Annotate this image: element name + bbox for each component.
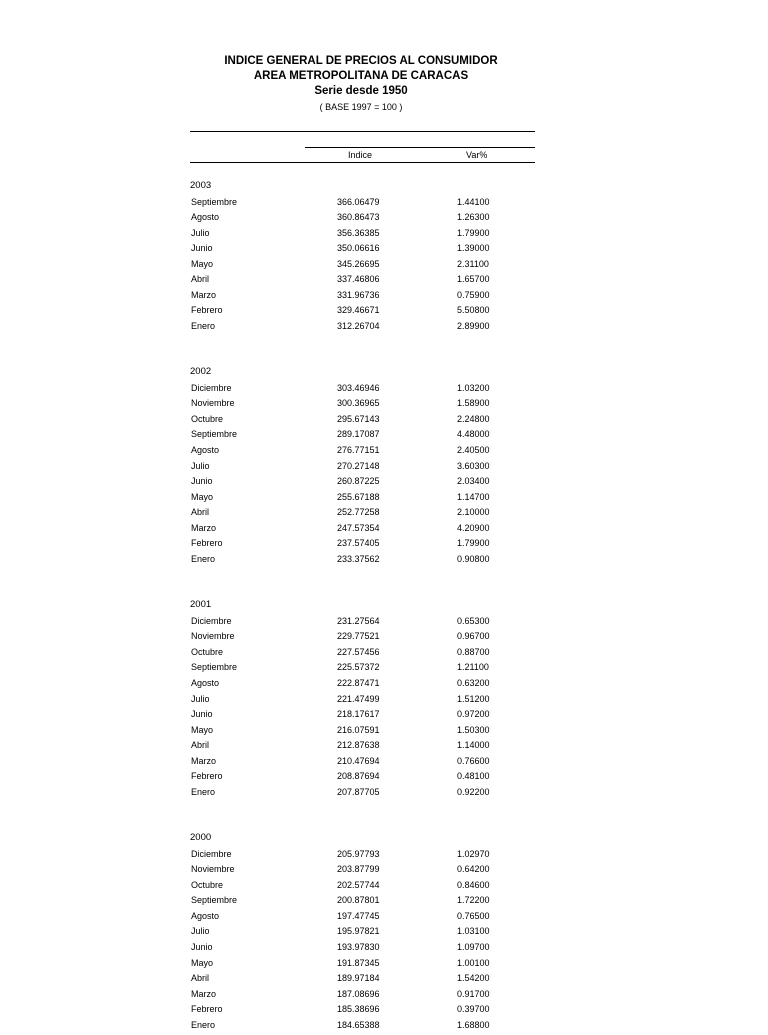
indice-cell: 329.46671 xyxy=(337,305,380,316)
month-cell: Abril xyxy=(191,507,210,518)
month-cell: Enero xyxy=(191,786,216,797)
month-cell: Abril xyxy=(191,274,210,285)
var-cell: 0.65300 xyxy=(457,615,490,626)
month-cell: Mayo xyxy=(191,957,214,968)
var-cell: 2.40500 xyxy=(457,445,490,456)
var-cell: 1.51200 xyxy=(457,693,490,704)
month-cell: Julio xyxy=(191,926,210,937)
month-cell: Junio xyxy=(191,709,213,720)
var-cell: 1.50300 xyxy=(457,724,490,735)
indice-cell: 195.97821 xyxy=(337,926,380,937)
table-row xyxy=(0,725,768,741)
var-cell: 0.91700 xyxy=(457,988,490,999)
var-cell: 2.03400 xyxy=(457,476,490,487)
top-rule xyxy=(190,131,535,132)
var-cell: 4.48000 xyxy=(457,429,490,440)
month-cell: Agosto xyxy=(191,445,220,456)
indice-cell: 260.87225 xyxy=(337,476,380,487)
indice-cell: 197.47745 xyxy=(337,910,380,921)
indice-cell: 337.46806 xyxy=(337,274,380,285)
var-cell: 2.89900 xyxy=(457,320,490,331)
indice-cell: 276.77151 xyxy=(337,445,380,456)
year-label: 2002 xyxy=(190,366,212,378)
indice-cell: 207.87705 xyxy=(337,786,380,797)
var-cell: 0.90800 xyxy=(457,553,490,564)
month-cell: Septiembre xyxy=(191,895,238,906)
var-cell: 0.92200 xyxy=(457,786,490,797)
table-row xyxy=(0,942,768,958)
indice-cell: 270.27148 xyxy=(337,460,380,471)
month-cell: Septiembre xyxy=(191,429,238,440)
indice-cell: 203.87799 xyxy=(337,864,380,875)
indice-cell: 202.57744 xyxy=(337,879,380,890)
table-row xyxy=(0,787,768,803)
year-label: 2003 xyxy=(190,180,212,191)
indice-cell: 237.57405 xyxy=(337,538,380,549)
table-row xyxy=(0,259,768,275)
header-top-rule xyxy=(305,147,535,148)
month-cell: Diciembre xyxy=(191,382,232,393)
month-cell: Junio xyxy=(191,476,213,487)
indice-cell: 312.26704 xyxy=(337,320,380,331)
table-row xyxy=(0,1020,768,1035)
month-cell: Diciembre xyxy=(191,615,232,626)
indice-cell: 227.57456 xyxy=(337,646,380,657)
month-cell: Marzo xyxy=(191,988,217,999)
var-cell: 1.54200 xyxy=(457,973,490,984)
var-cell: 1.03200 xyxy=(457,382,490,393)
table-row xyxy=(0,507,768,523)
var-cell: 0.96700 xyxy=(457,631,490,642)
var-cell: 0.48100 xyxy=(457,771,490,782)
var-cell: 1.79900 xyxy=(457,538,490,549)
month-cell: Febrero xyxy=(191,305,223,316)
table-row xyxy=(0,926,768,942)
var-cell: 5.50800 xyxy=(457,305,490,316)
month-cell: Agosto xyxy=(191,677,220,688)
month-cell: Mayo xyxy=(191,258,214,269)
table-row xyxy=(0,476,768,492)
var-cell: 1.14700 xyxy=(457,491,490,502)
var-cell: 0.39700 xyxy=(457,1004,490,1015)
table-row xyxy=(0,911,768,927)
table-row xyxy=(0,461,768,477)
indice-cell: 208.87694 xyxy=(337,771,380,782)
month-cell: Octubre xyxy=(191,646,224,657)
var-cell: 2.31100 xyxy=(457,258,489,269)
month-cell: Noviembre xyxy=(191,631,235,642)
month-cell: Abril xyxy=(191,740,210,751)
indice-cell: 210.47694 xyxy=(337,755,380,766)
table-row xyxy=(0,849,768,865)
month-cell: Noviembre xyxy=(191,398,235,409)
indice-cell: 225.57372 xyxy=(337,662,380,673)
month-cell: Enero xyxy=(191,1019,216,1030)
table-row xyxy=(0,662,768,678)
indice-cell: 303.46946 xyxy=(337,382,380,393)
table-row xyxy=(0,756,768,772)
series-label: Serie desde 1950 xyxy=(314,85,408,97)
table-row xyxy=(0,740,768,756)
table-row xyxy=(0,305,768,321)
month-cell: Septiembre xyxy=(191,196,238,207)
indice-cell: 187.08696 xyxy=(337,988,380,999)
table-row xyxy=(0,631,768,647)
month-cell: Febrero xyxy=(191,771,223,782)
table-row xyxy=(0,1004,768,1020)
year-label: 2000 xyxy=(190,832,212,844)
var-cell: 1.68800 xyxy=(457,1019,490,1030)
header-bottom-rule xyxy=(190,162,535,163)
month-cell: Marzo xyxy=(191,755,217,766)
indice-cell: 247.57354 xyxy=(337,522,380,533)
table-row xyxy=(0,212,768,228)
indice-cell: 200.87801 xyxy=(337,895,380,906)
month-cell: Septiembre xyxy=(191,662,238,673)
month-cell: Agosto xyxy=(191,910,220,921)
var-cell: 1.03100 xyxy=(457,926,490,937)
month-cell: Enero xyxy=(191,553,216,564)
var-cell: 1.79900 xyxy=(457,227,490,238)
var-cell: 1.44100 xyxy=(457,196,490,207)
var-cell: 1.26300 xyxy=(457,212,490,223)
table-row xyxy=(0,445,768,461)
var-cell: 0.88700 xyxy=(457,646,490,657)
indice-cell: 221.47499 xyxy=(337,693,380,704)
indice-cell: 193.97830 xyxy=(337,942,380,953)
month-cell: Marzo xyxy=(191,289,217,300)
table-row xyxy=(0,709,768,725)
var-cell: 1.39000 xyxy=(457,243,490,254)
month-cell: Mayo xyxy=(191,491,214,502)
table-row xyxy=(0,290,768,306)
indice-cell: 222.87471 xyxy=(337,677,380,688)
var-cell: 2.24800 xyxy=(457,413,490,424)
var-cell: 1.00100 xyxy=(457,957,490,968)
indice-cell: 218.17617 xyxy=(337,709,380,720)
table-row xyxy=(0,243,768,259)
var-cell: 1.65700 xyxy=(457,274,490,285)
var-cell: 0.97200 xyxy=(457,709,490,720)
table-row xyxy=(0,414,768,430)
column-header-indice: Indice xyxy=(348,150,373,160)
table-row xyxy=(0,647,768,663)
indice-cell: 231.27564 xyxy=(337,615,380,626)
indice-cell: 295.67143 xyxy=(337,413,380,424)
indice-cell: 356.36385 xyxy=(337,227,380,238)
month-cell: Marzo xyxy=(191,522,217,533)
table-row xyxy=(0,880,768,896)
page-title: INDICE GENERAL DE PRECIOS AL CONSUMIDOR xyxy=(224,55,498,67)
indice-cell: 185.38696 xyxy=(337,1004,380,1015)
month-cell: Enero xyxy=(191,320,216,331)
table-row xyxy=(0,864,768,880)
table-row xyxy=(0,895,768,911)
table-row xyxy=(0,274,768,290)
var-cell: 0.63200 xyxy=(457,677,490,688)
table-row xyxy=(0,958,768,974)
month-cell: Abril xyxy=(191,973,210,984)
indice-cell: 205.97793 xyxy=(337,848,380,859)
var-cell: 2.10000 xyxy=(457,507,490,518)
table-row xyxy=(0,678,768,694)
table-row xyxy=(0,398,768,414)
var-cell: 1.72200 xyxy=(457,895,490,906)
table-row xyxy=(0,429,768,445)
var-cell: 0.84600 xyxy=(457,879,490,890)
indice-cell: 252.77258 xyxy=(337,507,380,518)
indice-cell: 255.67188 xyxy=(337,491,380,502)
table-row xyxy=(0,197,768,213)
table-row xyxy=(0,694,768,710)
indice-cell: 233.37562 xyxy=(337,553,380,564)
month-cell: Junio xyxy=(191,243,213,254)
var-cell: 0.64200 xyxy=(457,864,490,875)
var-cell: 1.21100 xyxy=(457,662,489,673)
indice-cell: 289.17087 xyxy=(337,429,380,440)
table-row xyxy=(0,538,768,554)
var-cell: 1.02970 xyxy=(457,848,490,859)
month-cell: Agosto xyxy=(191,212,220,223)
column-header-var: Var% xyxy=(466,150,488,160)
table-row xyxy=(0,321,768,337)
var-cell: 1.14000 xyxy=(457,740,490,751)
indice-cell: 184.65388 xyxy=(337,1019,380,1030)
var-cell: 0.76500 xyxy=(457,910,490,921)
month-cell: Octubre xyxy=(191,413,224,424)
table-row xyxy=(0,616,768,632)
var-cell: 1.09700 xyxy=(457,942,490,953)
table-row xyxy=(0,523,768,539)
table-row xyxy=(0,383,768,399)
month-cell: Febrero xyxy=(191,538,223,549)
var-cell: 0.75900 xyxy=(457,289,490,300)
month-cell: Junio xyxy=(191,942,213,953)
month-cell: Julio xyxy=(191,460,210,471)
month-cell: Mayo xyxy=(191,724,214,735)
month-cell: Julio xyxy=(191,693,210,704)
base-note: ( BASE 1997 = 100 ) xyxy=(319,102,403,112)
indice-cell: 350.06616 xyxy=(337,243,380,254)
indice-cell: 331.96736 xyxy=(337,289,380,300)
month-cell: Diciembre xyxy=(191,848,232,859)
indice-cell: 191.87345 xyxy=(337,957,380,968)
indice-cell: 216.07591 xyxy=(337,724,380,735)
table-row xyxy=(0,228,768,244)
indice-cell: 189.97184 xyxy=(337,973,380,984)
indice-cell: 229.77521 xyxy=(337,631,380,642)
indice-cell: 360.86473 xyxy=(337,212,380,223)
table-row xyxy=(0,989,768,1005)
month-cell: Febrero xyxy=(191,1004,223,1015)
table-row xyxy=(0,771,768,787)
indice-cell: 300.36965 xyxy=(337,398,380,409)
month-cell: Octubre xyxy=(191,879,224,890)
page-subtitle: AREA METROPOLITANA DE CARACAS xyxy=(253,70,469,82)
table-row xyxy=(0,554,768,570)
indice-cell: 345.26695 xyxy=(337,258,380,269)
month-cell: Julio xyxy=(191,227,210,238)
var-cell: 4.20900 xyxy=(457,522,490,533)
var-cell: 3.60300 xyxy=(457,460,490,471)
var-cell: 0.76600 xyxy=(457,755,490,766)
var-cell: 1.58900 xyxy=(457,398,490,409)
year-label: 2001 xyxy=(190,599,212,611)
indice-cell: 212.87638 xyxy=(337,740,380,751)
indice-cell: 366.06479 xyxy=(337,196,380,207)
table-row xyxy=(0,973,768,989)
table-row xyxy=(0,492,768,508)
month-cell: Noviembre xyxy=(191,864,235,875)
